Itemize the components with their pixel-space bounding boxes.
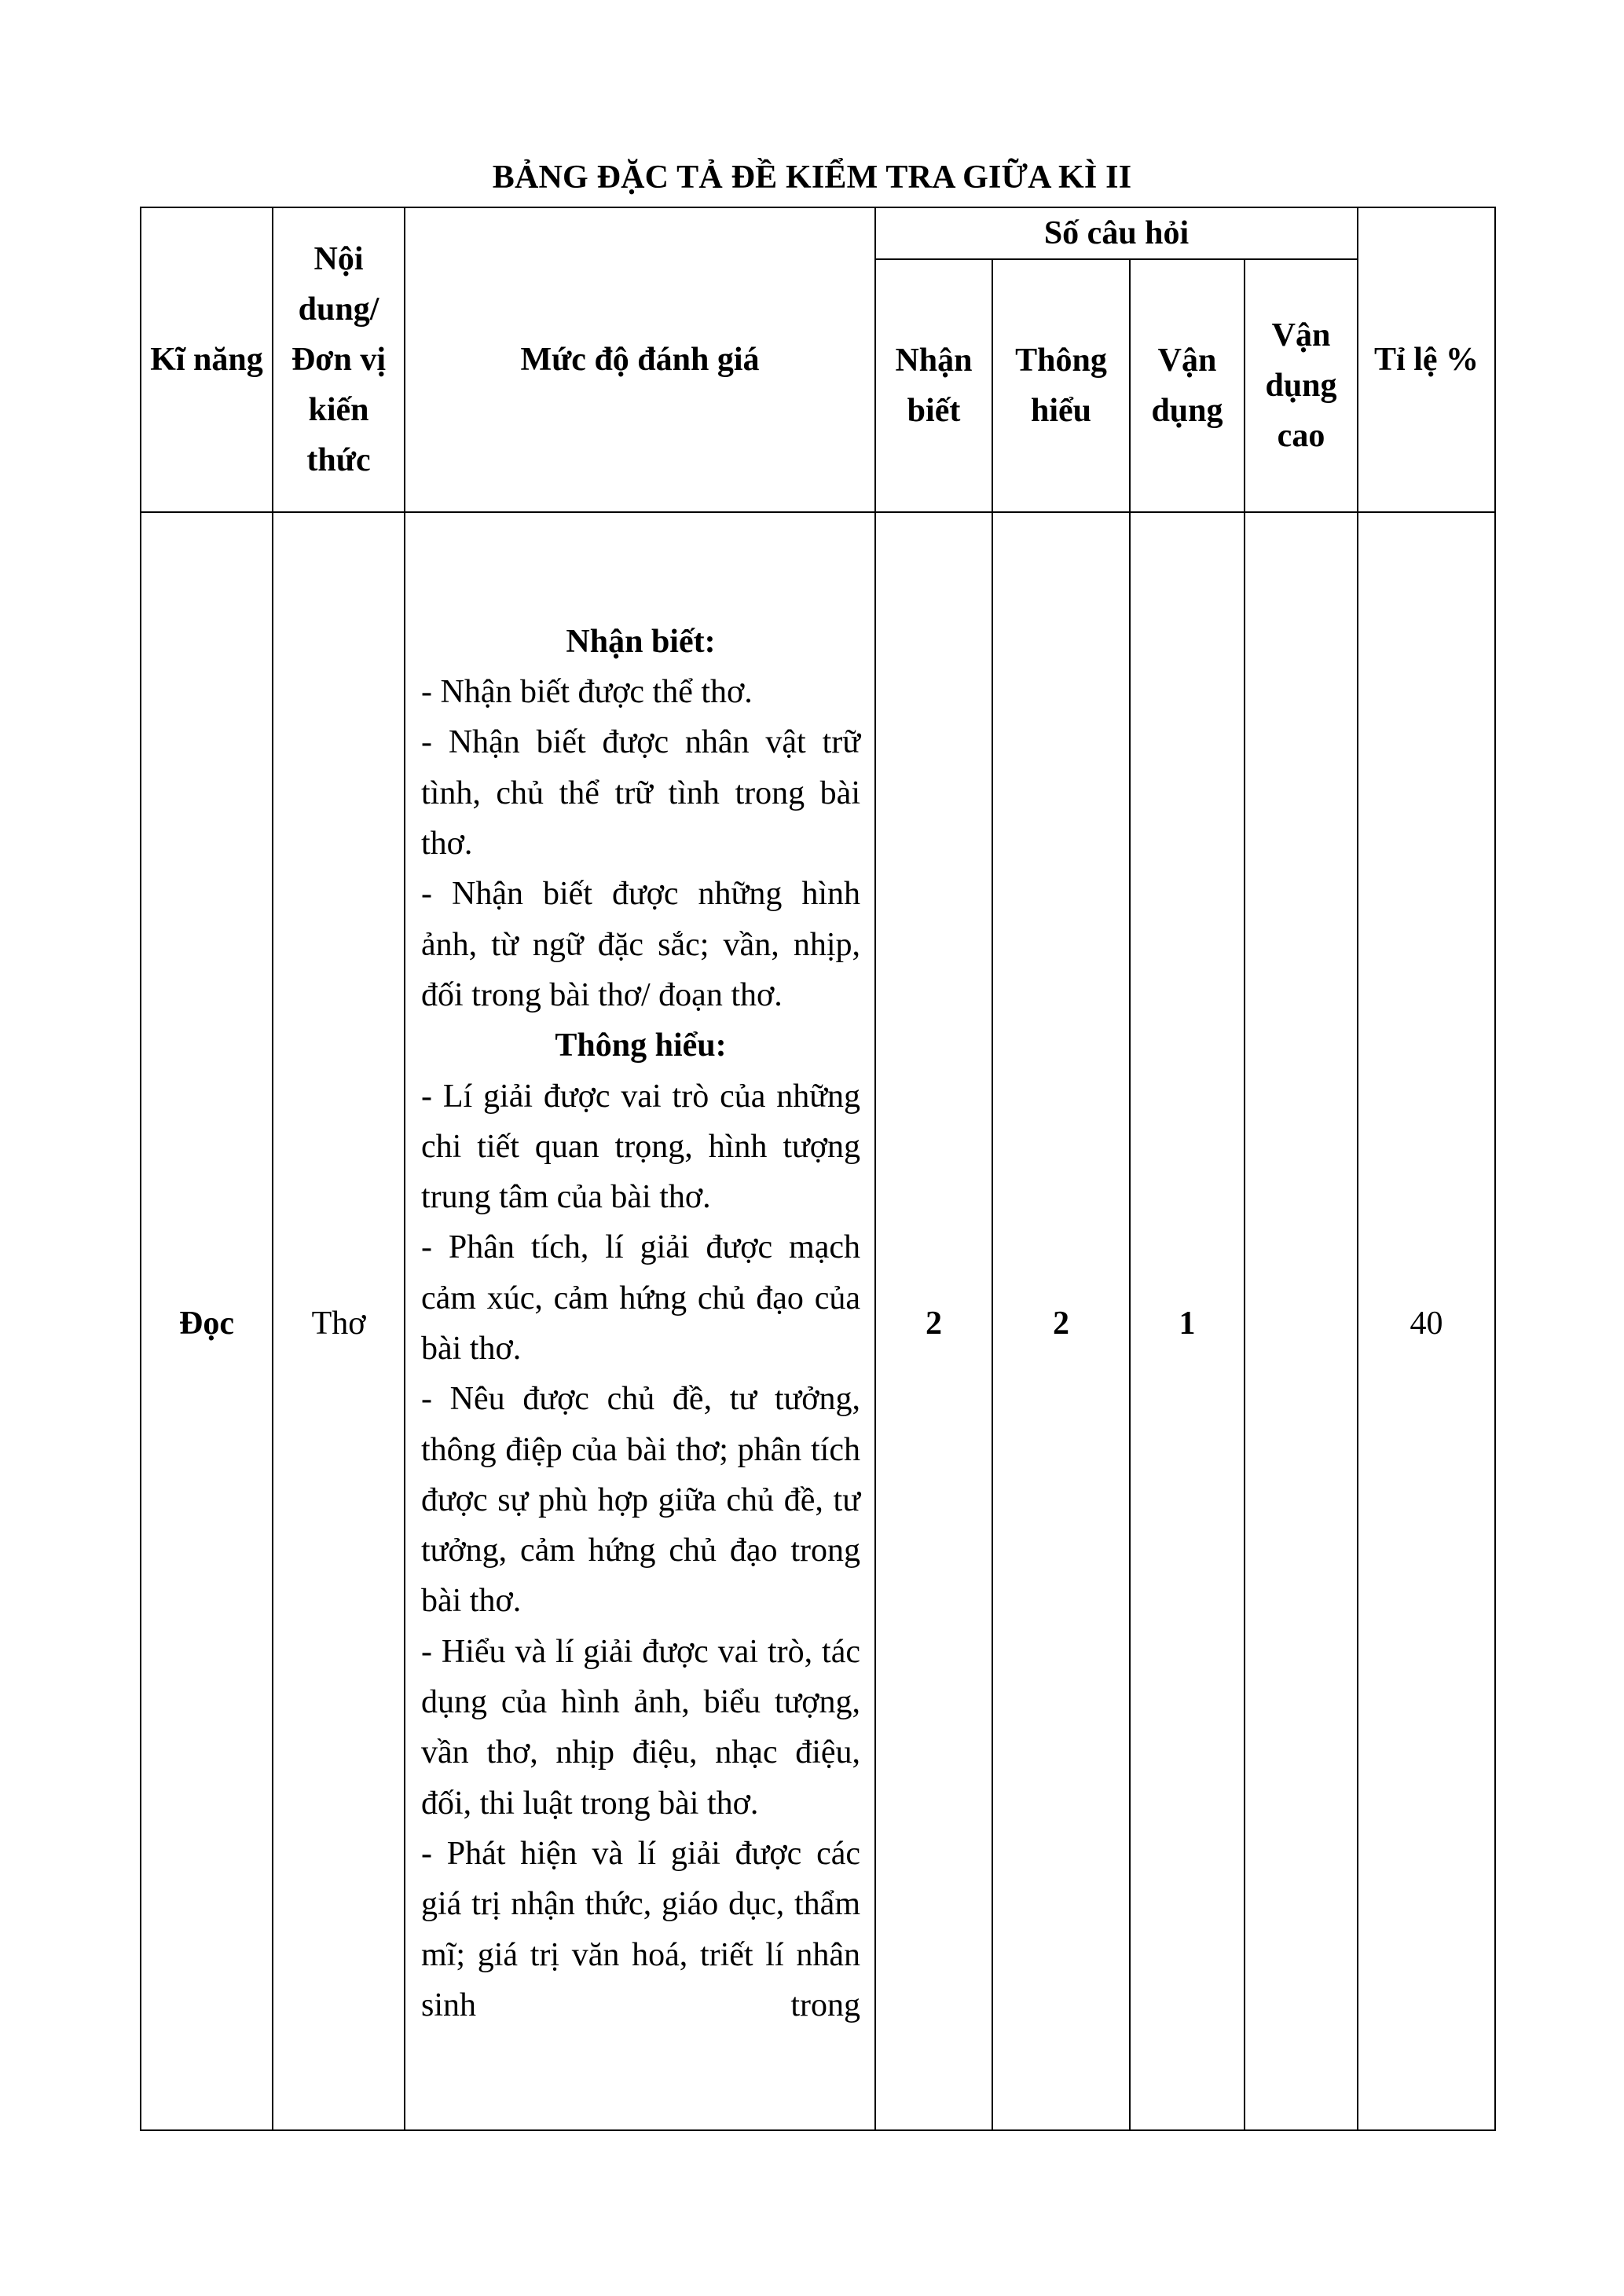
comprehension-item: - Phân tích, lí giải được mạch cảm xúc, cảm hứng chủ đạo của bài thơ.	[421, 1229, 860, 1367]
header-skill: Kĩ năng	[141, 207, 273, 512]
recognition-item: - Nhận biết được những hình ảnh, từ ngữ đặc sắc; vần, nhịp, đối trong bài thơ/ đoạn thơ.	[421, 876, 860, 1013]
cell-application-count: 1	[1130, 512, 1245, 2130]
comprehension-item: - Lí giải được vai trò của những chi tiết quan trọng, hình tượng trung tâm của bài thơ.	[421, 1078, 860, 1216]
header-content-unit: Nội dung/ Đơn vị kiến thức	[273, 207, 405, 512]
recognition-item: - Nhận biết được thể thơ.	[421, 674, 753, 711]
header-high-application: Vận dụng cao	[1245, 259, 1358, 512]
comprehension-heading: Thông hiểu:	[555, 1027, 727, 1064]
header-assessment-level: Mức độ đánh giá	[405, 207, 875, 512]
header-question-count: Số câu hỏi	[875, 207, 1358, 259]
cell-skill: Đọc	[141, 512, 273, 2130]
header-comprehension: Thông hiểu	[992, 259, 1130, 512]
comprehension-item: - Hiểu và lí giải được vai trò, tác dụng của hình ảnh, biểu tượng, vần thơ, nhịp điệu, nhạc điệu, đối, thi luật trong bài thơ.	[421, 1633, 860, 1822]
cell-comprehension-count: 2	[992, 512, 1130, 2130]
specification-table	[140, 207, 1496, 2131]
recognition-item: - Nhận biết được nhân vật trữ tình, chủ thể trữ tình trong bài thơ.	[421, 724, 860, 862]
cell-unit: Thơ	[273, 512, 405, 2130]
header-recognition: Nhận biết	[875, 259, 992, 512]
cell-assessment-description	[405, 512, 875, 2130]
header-application: Vận dụng	[1130, 259, 1245, 512]
cell-ratio: 40	[1358, 512, 1495, 2130]
header-ratio: Tỉ lệ %	[1358, 207, 1495, 512]
page-title: BẢNG ĐẶC TẢ ĐỀ KIỂM TRA GIỮA KÌ II	[492, 159, 1132, 196]
cell-high-application-count	[1245, 512, 1358, 2130]
recognition-heading: Nhận biết:	[566, 623, 716, 660]
comprehension-item: - Phát hiện và lí giải được các giá trị nhận thức, giáo dục, thẩm mĩ; giá trị văn hoá, triết lí nhân sinh trong	[421, 1835, 860, 2023]
cell-recognition-count: 2	[875, 512, 992, 2130]
comprehension-item: - Nêu được chủ đề, tư tưởng, thông điệp của bài thơ; phân tích được sự phù hợp giữa chủ đề, tư tưởng, cảm hứng chủ đạo trong bài thơ.	[421, 1381, 860, 1620]
